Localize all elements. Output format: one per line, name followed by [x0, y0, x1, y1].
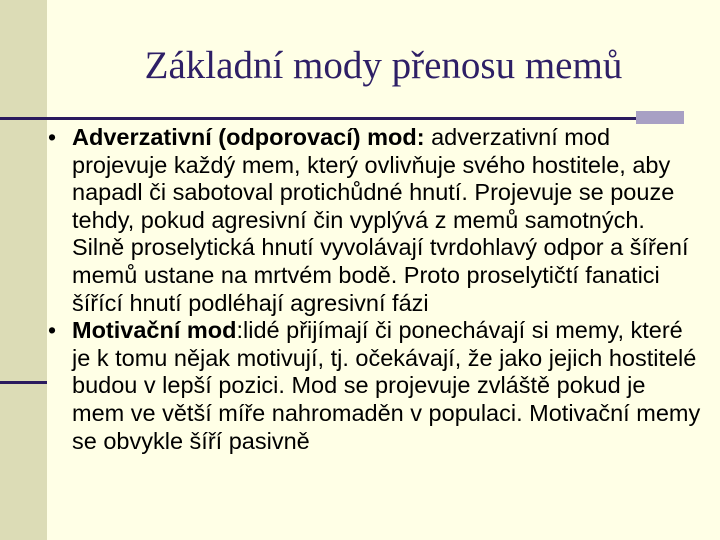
left-decorative-band	[0, 0, 47, 540]
bullet-item-motivacni	[48, 317, 702, 455]
bullet-term: Motivační mod	[72, 317, 237, 344]
bullet-text: adverzativní mod projevuje každý mem, který ovlivňuje svého hostitele, aby napadl či sabotoval protichůdné hnutí. Projevuje se pouze tehdy, pokud agresivní čin vyplývá z memů samotných. Silně proselytická hnutí vyvolávají tvrdohlavý odpor a šíření memů ustane na mrtvém bodě. Proto proselytičtí fanatici šířící hnutí podléhají agresivní fázi	[72, 124, 689, 316]
slide-title: Základní mody přenosu memů	[144, 44, 623, 87]
left-accent-line	[0, 381, 47, 384]
bullet-term: Adverzativní (odporovací) mod:	[72, 124, 425, 150]
slide-body	[48, 124, 702, 455]
title-divider-block	[636, 111, 684, 124]
bullet-icon: •	[48, 124, 57, 150]
title-divider-line	[0, 117, 640, 120]
bullet-text: :lidé přijímají či ponechávají si memy, které je k tomu nějak motivují, tj. očekávají, že jako jejich hostitelé budou v lepší pozici. Mod se projevuje zvláště pokud je mem ve větší míře nahromaděn v populaci. Motivační memy se obvykle šíří pasivně	[72, 317, 701, 454]
bullet-icon: •	[48, 317, 57, 344]
bullet-item-adverzativni	[48, 124, 702, 317]
